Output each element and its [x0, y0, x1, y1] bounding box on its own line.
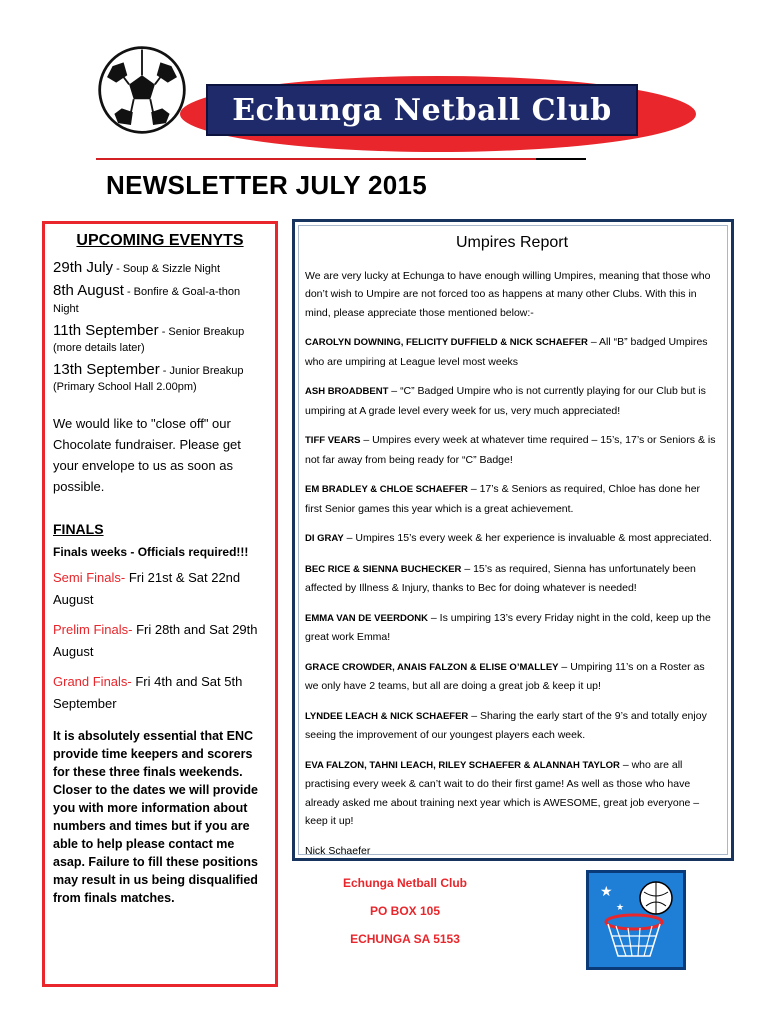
event-date: th September: [68, 322, 159, 339]
club-banner: [206, 84, 638, 136]
umpires-signoff: Nick Schaefer: [305, 844, 371, 857]
event-item: [53, 260, 267, 277]
netball-hoop-icon: [586, 870, 686, 970]
upcoming-heading: UPCOMING EVENYTS: [76, 232, 244, 249]
finals-dates: Fri 28th and Sat 29th August: [53, 622, 258, 659]
finals-dates: Fri 4th and Sat 5th September: [53, 674, 243, 711]
umpire-names: BEC RICE & SIENNA BUCHECKER: [305, 563, 462, 575]
umpire-entry: [305, 707, 719, 745]
umpires-report-panel: [292, 219, 734, 861]
umpire-names: ASH BROADBENT: [305, 386, 389, 397]
umpire-text: – “C” Badged Umpire who is not currently playing for our Club but is umpiring at A grade level every week for us, very much appreciated!: [305, 385, 706, 417]
umpire-text: – Umpiring 11’s on a Roster as we only have 2 teams, but all are doing a great job & keep it up!: [305, 660, 705, 692]
umpire-entry: [305, 560, 719, 598]
umpires-title: Umpires Report: [455, 234, 569, 251]
event-item: [53, 283, 267, 317]
umpire-text: – Sharing the early start of the 9’s and totally enjoy seeing the improvement of our youngest players each week.: [305, 709, 707, 741]
event-day: 29: [53, 259, 70, 276]
finals-label: Semi Finals-: [53, 570, 126, 585]
event-day: 11: [53, 322, 69, 339]
umpire-entry: [305, 382, 719, 420]
finals-item: [53, 671, 267, 715]
umpire-names: TIFF VEARS: [305, 435, 361, 446]
event-desc: - Soup & Sizzle Night: [113, 263, 221, 275]
soccer-ball-icon: [96, 44, 188, 136]
svg-text:★: ★: [616, 903, 625, 913]
umpire-text: – 17’s & Seniors as required, Chloe has done her first Senior games this year which is a great achievement.: [305, 483, 701, 515]
umpire-text: – 15’s as required, Sienna has unfortunately been affected by Illness & Injury, thanks to Bec for doing whatever is needed!: [305, 562, 696, 594]
header-divider: [96, 158, 536, 160]
event-note: (more details later): [53, 342, 145, 354]
umpire-text: – Umpires 15’s every week & her experience is invaluable & most appreciated.: [343, 532, 712, 544]
umpire-text: – All “B” badged Umpires who are umpiring at League level most weeks: [305, 336, 708, 368]
fundraiser-text: We would like to "close off" our Chocolate fundraiser. Please get your envelope to us as soon as possible.: [53, 416, 241, 494]
event-date: th August: [61, 282, 124, 299]
event-desc: - Bonfire & Goal-a-thon Night: [53, 286, 241, 315]
finals-dates: Fri 21st & Sat 22nd August: [53, 570, 241, 607]
umpire-entry: [305, 756, 719, 831]
umpire-entry: [305, 658, 719, 696]
umpire-entry: [305, 333, 719, 371]
club-title: Echunga Netball Club: [232, 92, 612, 128]
umpire-names: EMMA VAN DE VEERDONK: [305, 612, 428, 624]
event-day: 13: [53, 361, 70, 378]
umpire-entry: [305, 609, 719, 647]
newsletter-title: NEWSLETTER JULY 2015: [106, 170, 427, 200]
event-desc: - Senior Breakup: [158, 326, 245, 338]
finals-item: [53, 619, 267, 663]
umpire-names: GRACE CROWDER, ANAIS FALZON & ELISE O’MALLEY: [305, 661, 559, 673]
upcoming-events-panel: [42, 221, 278, 987]
umpire-names: EVA FALZON, TAHNI LEACH, RILEY SCHAEFER & ALANNAH TAYLOR: [305, 759, 620, 771]
umpire-text: – who are all practising every week & can’t wait to do their first game! As well as those who have already asked me about training next year which is AWESOME, great job everyone – keep it up!: [305, 758, 700, 827]
umpire-names: CAROLYN DOWNING, FELICITY DUFFIELD & NICK SCHAEFER: [305, 337, 588, 348]
event-day: 8: [53, 282, 62, 299]
footer-club-name: Echunga Netball Club: [342, 876, 467, 890]
umpire-text: – Is umpiring 13’s every Friday night in the cold, keep up the great work Emma!: [305, 611, 711, 643]
footer-town: ECHUNGA SA 5153: [350, 932, 460, 946]
event-desc: - Junior Breakup: [159, 365, 244, 377]
umpire-names: EM BRADLEY & CHLOE SCHAEFER: [305, 484, 468, 495]
officials-required: Finals weeks - Officials required!!!: [53, 545, 249, 559]
umpire-text: – Umpires every week at whatever time required – 15’s, 17’s or Seniors & is not far away from being ready for “C” Badge!: [305, 434, 716, 466]
event-item: [53, 323, 267, 356]
umpires-report-inner: [298, 225, 728, 855]
club-address: [300, 876, 510, 960]
umpire-entry: [305, 431, 719, 469]
finals-notice: It is absolutely essential that ENC provide time keepers and scorers for these three finals weekends. Closer to the dates we will provide you with more information about numbers and times but if you are able to help please contact me asap. Failure to fill these positions may result in us being disqualified from finals matches.: [53, 729, 258, 905]
footer-po-box: PO BOX 105: [369, 904, 441, 918]
finals-label: Prelim Finals-: [53, 622, 133, 637]
umpire-entry: [305, 529, 719, 549]
svg-text:★: ★: [600, 884, 613, 900]
finals-label: Grand Finals-: [53, 674, 132, 689]
header-divider-end: [536, 158, 586, 160]
umpire-names: LYNDEE LEACH & NICK SCHAEFER: [305, 710, 469, 722]
event-item: [53, 362, 267, 395]
event-note: (Primary School Hall 2.00pm): [53, 381, 197, 393]
umpire-entry: [305, 480, 719, 518]
finals-item: [53, 567, 267, 611]
umpire-names: DI GRAY: [305, 533, 344, 544]
event-date: th September: [69, 361, 160, 378]
event-date: th July: [69, 259, 114, 276]
finals-heading: FINALS: [53, 521, 104, 537]
umpires-intro: We are very lucky at Echunga to have enough willing Umpires, meaning that those who don’t wish to Umpire are not forced too as happens at many other Clubs. With this in mind, please appreciate those mentioned below:-: [305, 269, 711, 319]
